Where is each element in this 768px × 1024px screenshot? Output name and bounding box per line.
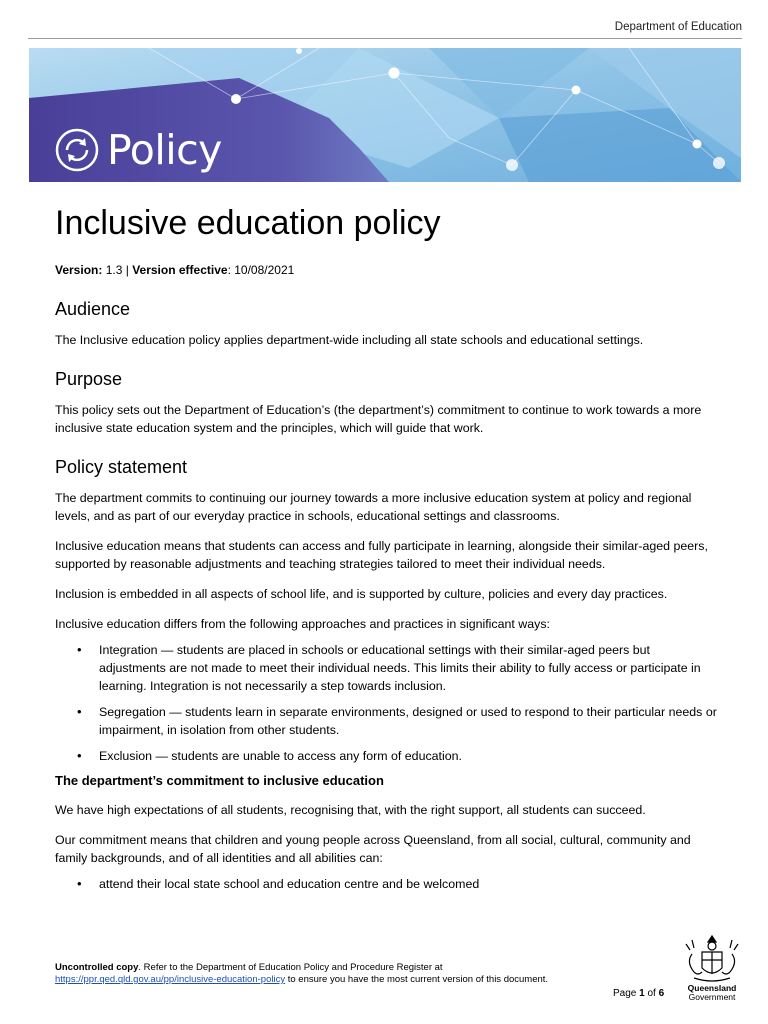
logo-line2: Government: [688, 992, 736, 1002]
commitment-heading: The department’s commitment to inclusive education: [55, 773, 384, 788]
effective-label: Version effective: [132, 263, 228, 277]
commitment-paragraph: Our commitment means that children and young people across Queensland, from all social, cultural, community and family backgrounds, and of all identities and all abilities can:: [55, 833, 691, 865]
version-info: [55, 263, 720, 277]
policy-paragraph: Inclusive education differs from the following approaches and practices in significant ways:: [55, 617, 550, 631]
audience-heading: Audience: [55, 299, 131, 319]
commitment-paragraph: We have high expectations of all students, recognising that, with the right support, all students can succeed.: [55, 803, 646, 817]
department-header: Department of Education: [614, 21, 742, 33]
policy-paragraph: Inclusive education means that students can access and fully participate in learning, alongside their similar-aged peers, supported by reasonable adjustments and teaching strategies tailored to meet their individual needs.: [55, 539, 708, 571]
effective-value: : 10/08/2021: [227, 263, 295, 277]
header-divider: [28, 38, 742, 39]
list-item: • Integration — students are placed in schools or educational settings with their similar-aged peers but adjustments are not made to meet their individual needs. This limits their ability to fully access or participate in learning. Integration is not necessarily a step towards inclusion.: [99, 641, 720, 695]
uncontrolled-label: Uncontrolled copy: [55, 962, 139, 973]
page-of: of: [644, 988, 659, 999]
approaches-list: [55, 641, 720, 765]
document-title: Inclusive education policy: [55, 204, 441, 242]
policy-paragraph: Inclusion is embedded in all aspects of school life, and is supported by culture, policies and every day practices.: [55, 587, 668, 601]
version-label: Version:: [55, 263, 103, 277]
refresh-circle-icon: [55, 128, 99, 172]
list-item: • attend their local state school and education centre and be welcomed: [99, 875, 720, 893]
document-body: [55, 200, 720, 901]
list-item: • Exclusion — students are unable to access any form of education.: [99, 747, 720, 765]
footer-notice: [55, 962, 548, 986]
page-current: 1: [639, 988, 645, 999]
version-value: 1.3: [105, 263, 123, 277]
policy-banner: [29, 48, 741, 182]
policy-register-link[interactable]: https://ppr.qed.qld.gov.au/pp/inclusive-education-policy: [55, 974, 286, 985]
logo-line1: Queensland: [687, 983, 737, 993]
commitment-list: [55, 875, 720, 893]
version-separator: |: [122, 263, 133, 277]
policy-statement-heading: Policy statement: [55, 457, 188, 477]
qld-government-logo-text: [685, 984, 739, 1002]
audience-text: The Inclusive education policy applies department-wide including all state schools and educational settings.: [55, 333, 644, 347]
page-total: 6: [658, 988, 665, 999]
banner-title: Policy: [107, 126, 222, 174]
footer-text: to ensure you have the most current version of this document.: [285, 974, 549, 985]
page-number: [613, 988, 664, 999]
footer-text: . Refer to the Department of Education Policy and Procedure Register at: [138, 962, 443, 973]
policy-paragraph: The department commits to continuing our journey towards a more inclusive education system at policy and regional levels, and as part of our everyday practice in schools, educational settings and classrooms.: [55, 491, 692, 523]
page-prefix: Page: [613, 988, 640, 999]
purpose-heading: Purpose: [55, 369, 123, 389]
purpose-text: This policy sets out the Department of Education’s (the department’s) commitment to continue to work towards a more inclusive state education system and the principles, which will guide that work.: [55, 403, 702, 435]
list-item: • Segregation — students learn in separate environments, designed or used to respond to their particular needs or impairment, in isolation from other students.: [99, 703, 720, 739]
